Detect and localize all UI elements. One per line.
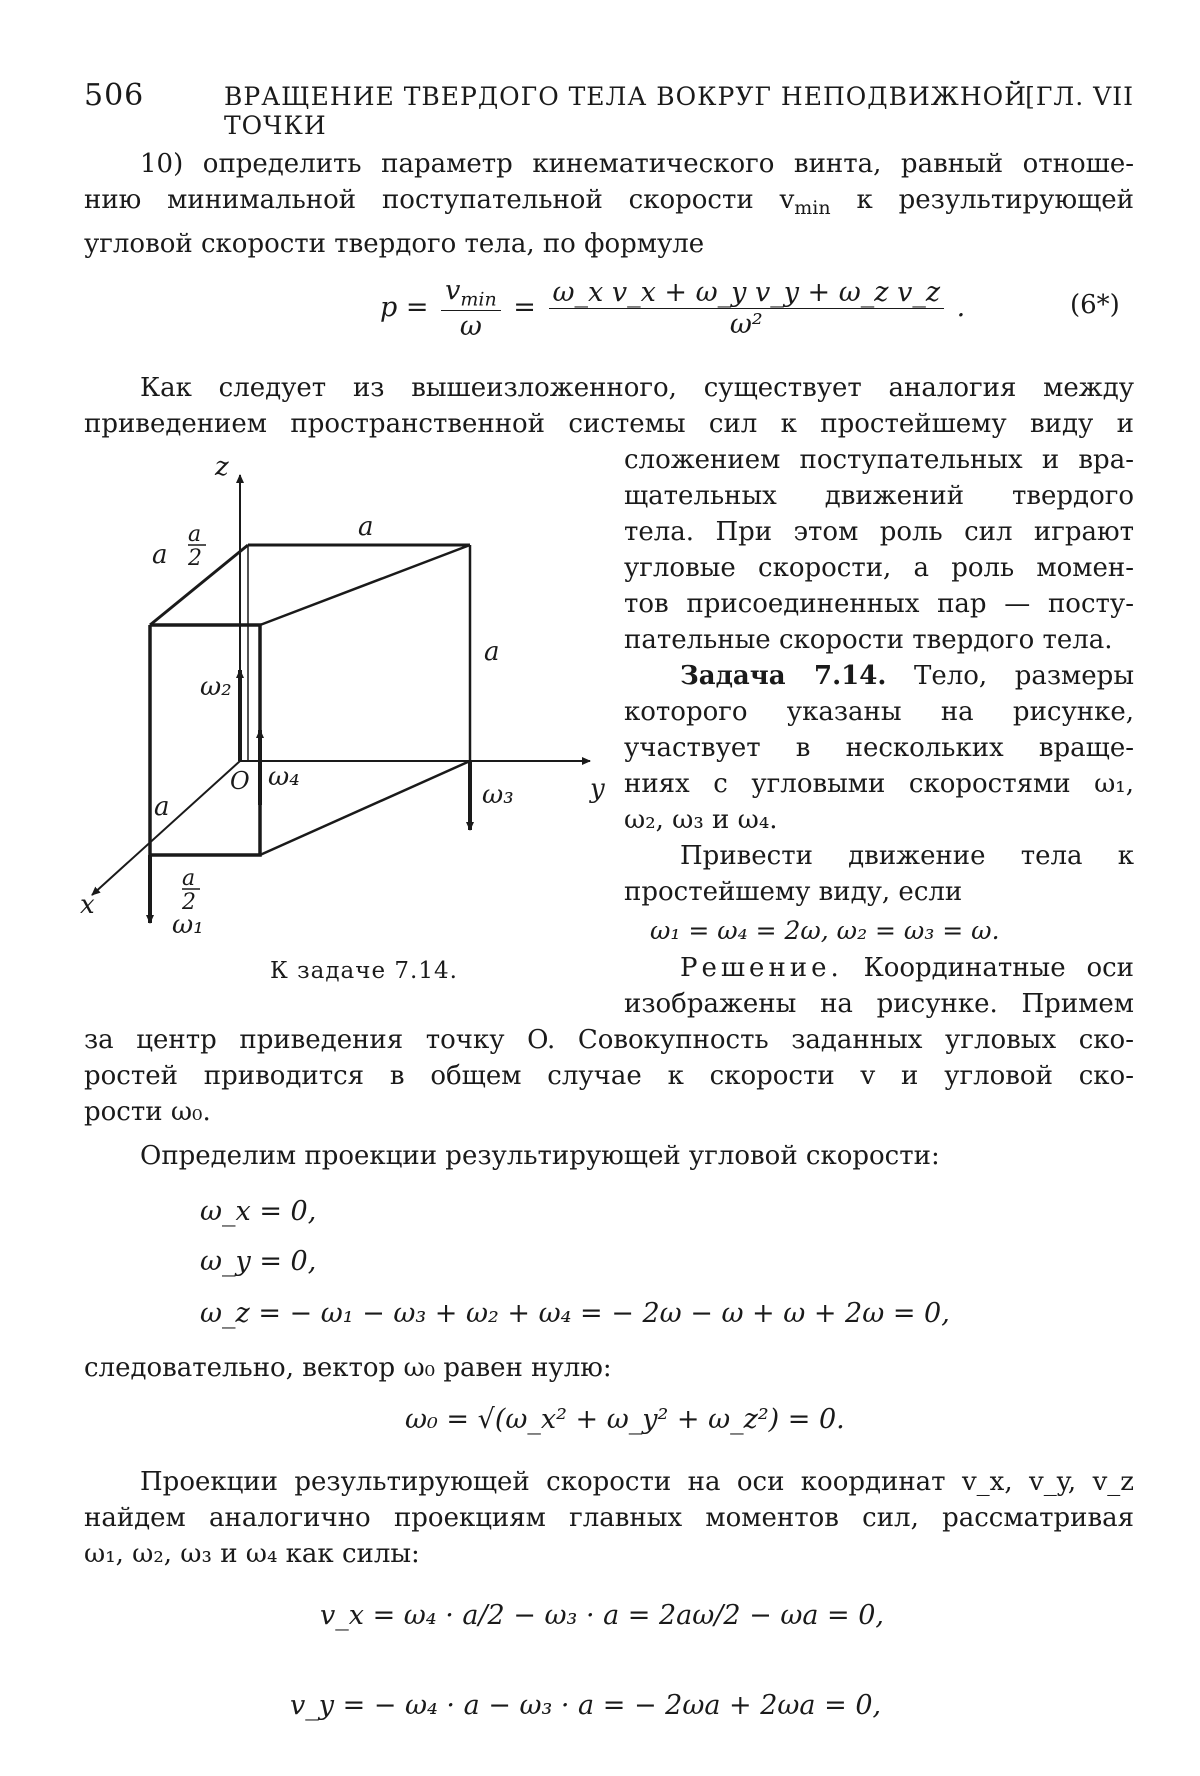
equation-omega-x: ω_x = 0,	[200, 1196, 317, 1227]
x-axis-label: x	[80, 890, 95, 920]
text-line: ω₁, ω₂, ω₃ и ω₄ как силы:	[84, 1539, 420, 1569]
text-line: найдем аналогично проекциям главных моментов сил, рассматривая	[84, 1503, 1134, 1533]
problem-label: Задача 7.14.	[680, 661, 887, 691]
dim-label-two: 2	[188, 546, 202, 571]
omega1-label: ω₁	[172, 910, 204, 940]
text-line: 10) определить параметр кинематического винта, равный отноше-	[140, 149, 1134, 179]
running-title: ВРАЩЕНИЕ ТВЕРДОГО ТЕЛА ВОКРУГ НЕПОДВИЖНОЙ ТОЧКИ	[224, 82, 1027, 140]
figure-caption: К задаче 7.14.	[270, 958, 458, 984]
text-line: пательные скорости твердого тела.	[624, 625, 1113, 655]
dim-label-a: a	[358, 512, 374, 542]
body-diagram	[70, 455, 630, 975]
equation-v-y: v_y = − ω₄ · a − ω₃ · a = − 2ωa + 2ωa = 0,	[290, 1690, 882, 1721]
text-line: Определим проекции результирующей угловой скорости:	[140, 1141, 940, 1171]
analogy-paragraph	[84, 370, 1134, 442]
page-number: 506	[84, 78, 145, 113]
x-axis	[92, 761, 240, 895]
dim-label-a: a	[484, 637, 500, 667]
text-line: приведением пространственной системы сил к простейшему виду и	[84, 409, 1134, 439]
problem-condition: ω₁ = ω₄ = 2ω, ω₂ = ω₃ = ω.	[650, 916, 1000, 945]
consequence-text	[84, 1350, 1134, 1386]
equation-omega-0: ω₀ = √(ω_x² + ω_y² + ω_z²) = 0.	[405, 1404, 845, 1435]
omega2-label: ω₂	[200, 672, 232, 702]
equation-omega-z: ω_z = − ω₁ − ω₃ + ω₂ + ω₄ = − 2ω − ω + ω + 2ω = 0,	[200, 1298, 950, 1329]
text-line: за центр приведения точку O. Совокупность заданных угловых ско-	[84, 1025, 1134, 1055]
equation-omega-y: ω_y = 0,	[200, 1246, 317, 1277]
text-line: нию минимальной поступательной скорости $v_{min}$ к результирующей	[84, 185, 1134, 220]
running-header	[84, 78, 1134, 140]
edge	[260, 545, 470, 625]
chapter-label: [ГЛ. VII	[1025, 82, 1134, 111]
text-line: щательных движений твердого	[624, 481, 1134, 511]
analogy-paragraph-column	[624, 442, 1134, 658]
text-line: Как следует из вышеизложенного, существует аналогия между	[140, 373, 1134, 403]
y-axis-label: y	[590, 774, 605, 804]
dim-label-two: 2	[182, 890, 196, 915]
velocity-paragraph	[84, 1464, 1134, 1572]
omega4-label: ω₄	[268, 762, 300, 792]
text-line: Решение. Координатные оси	[680, 953, 1134, 983]
text-line: Задача 7.14. Тело, размеры	[680, 661, 1135, 691]
text-line: тов присоединенных пар — посту-	[624, 589, 1134, 619]
text-line: изображены на рисунке. Примем	[624, 989, 1134, 1019]
text-line: рости ω₀.	[84, 1097, 211, 1127]
text-line: Проекции результирующей скорости на оси координат v_x, v_y, v_z	[140, 1467, 1134, 1497]
dim-label-a-half: a	[182, 866, 196, 891]
dim-label-a: a	[152, 540, 168, 570]
text-line: ниях с угловыми скоростями ω₁,	[624, 769, 1134, 799]
text-line: тела. При этом роль сил играют	[624, 517, 1134, 547]
solution-label: Решение.	[680, 953, 843, 983]
text-line: ω₂, ω₃ и ω₄.	[624, 805, 778, 835]
problem-7-14	[624, 658, 1134, 910]
dim-label-a: a	[154, 792, 170, 822]
text-line: угловой скорости твердого тела, по формуле	[84, 229, 705, 260]
figure-7-14	[70, 455, 630, 975]
text-line: угловые скорости, а роль момен-	[624, 553, 1134, 583]
text-line: участвует в нескольких враще-	[624, 733, 1134, 763]
text-line: Привести движение тела к	[680, 841, 1134, 871]
origin-label: O	[230, 767, 250, 795]
formula-6-star: p = $\frac{v_{min}}{\omega}$ = $\frac{\text{ω\_x v\_x + ω\_y v\_y + ω\_z v\_z}}{\text{ω²}}$ .	[380, 275, 966, 343]
text-line: которого указаны на рисунке,	[624, 697, 1134, 727]
solution-start	[624, 950, 1134, 1022]
omega3-label: ω₃	[482, 780, 514, 810]
fraction: $\frac{v_{min}}{\omega}$	[441, 275, 501, 342]
equation-number: (6*)	[1070, 290, 1120, 320]
equation-v-x: v_x = ω₄ · a/2 − ω₃ · a = 2aω/2 − ωa = 0,	[320, 1600, 885, 1631]
dim-label-a-half: a	[188, 522, 202, 547]
solution-paragraph	[84, 1022, 1134, 1174]
fraction: $\frac{\text{ω\_x v\_x + ω\_y v\_y + ω\_z v\_z}}{\text{ω²}}$	[549, 277, 945, 340]
text-line: следовательно, вектор ω₀ равен нулю:	[84, 1353, 612, 1383]
paragraph-10	[84, 146, 1134, 262]
text-line: ростей приводится в общем случае к скорости v и угловой ско-	[84, 1061, 1134, 1091]
z-axis-label: z	[215, 455, 229, 482]
text-line: простейшему виду, если	[624, 877, 963, 907]
text-line: сложением поступательных и вра-	[624, 445, 1134, 475]
